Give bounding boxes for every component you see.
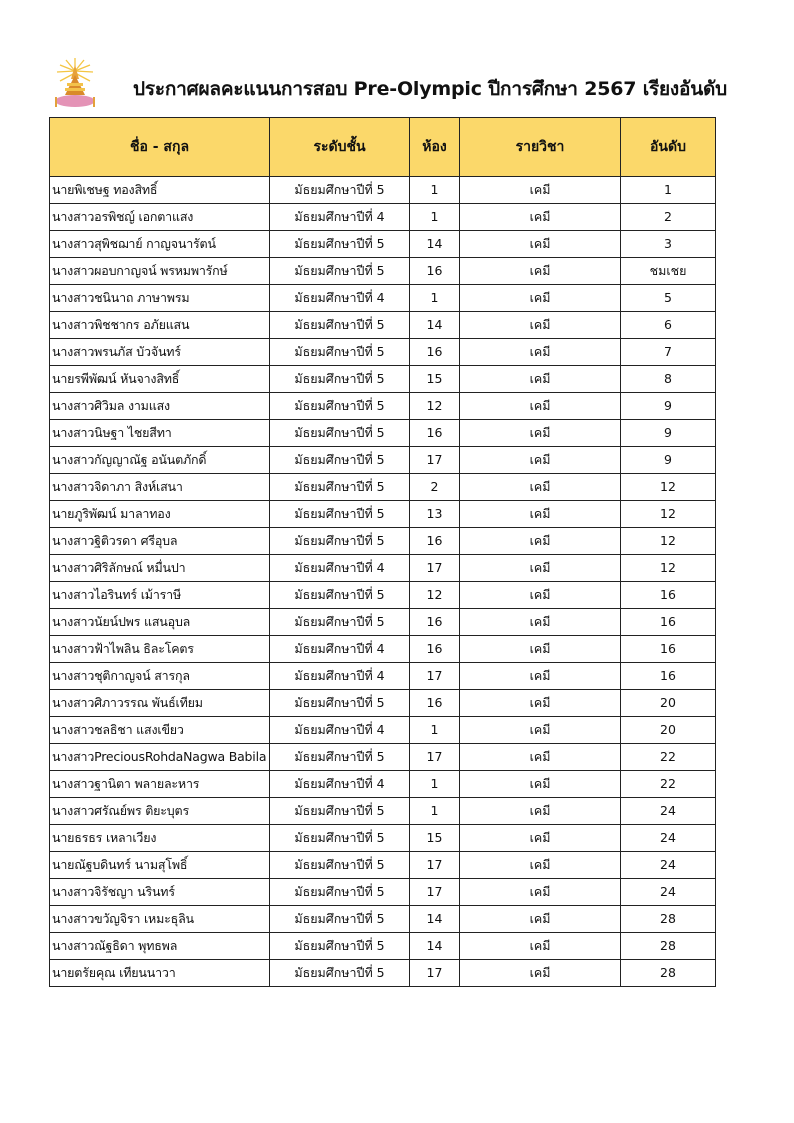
column-header-level: ระดับชั้น bbox=[270, 118, 410, 177]
table-row bbox=[50, 339, 716, 366]
column-header-rank: อันดับ bbox=[621, 118, 716, 177]
cell-level: มัธยมศึกษาปีที่ 5 bbox=[270, 609, 410, 636]
cell-name: นางสาวศิวิมล งามแสง bbox=[50, 393, 270, 420]
cell-name: นางสาวนัยน์ปพร แสนอุบล bbox=[50, 609, 270, 636]
cell-rank: ชมเชย bbox=[621, 258, 716, 285]
cell-subject: เคมี bbox=[460, 636, 621, 663]
cell-room: 17 bbox=[410, 555, 460, 582]
cell-rank: 12 bbox=[621, 555, 716, 582]
cell-rank: 16 bbox=[621, 582, 716, 609]
cell-room: 17 bbox=[410, 960, 460, 987]
table-row bbox=[50, 177, 716, 204]
cell-rank: 16 bbox=[621, 609, 716, 636]
cell-level: มัธยมศึกษาปีที่ 4 bbox=[270, 771, 410, 798]
cell-level: มัธยมศึกษาปีที่ 5 bbox=[270, 447, 410, 474]
table-row bbox=[50, 852, 716, 879]
cell-subject: เคมี bbox=[460, 258, 621, 285]
cell-room: 2 bbox=[410, 474, 460, 501]
cell-room: 12 bbox=[410, 393, 460, 420]
cell-rank: 28 bbox=[621, 960, 716, 987]
table-row bbox=[50, 690, 716, 717]
cell-subject: เคมี bbox=[460, 879, 621, 906]
cell-name: นางสาวจิรัชญา นรินทร์ bbox=[50, 879, 270, 906]
cell-room: 17 bbox=[410, 879, 460, 906]
cell-rank: 16 bbox=[621, 663, 716, 690]
cell-room: 17 bbox=[410, 744, 460, 771]
table-row bbox=[50, 771, 716, 798]
table-row bbox=[50, 204, 716, 231]
cell-level: มัธยมศึกษาปีที่ 5 bbox=[270, 231, 410, 258]
cell-name: นายพิเชษฐ ทองสิทธิ์ bbox=[50, 177, 270, 204]
cell-name: นางสาวPreciousRohdaNagwa Babila bbox=[50, 744, 270, 771]
cell-level: มัธยมศึกษาปีที่ 5 bbox=[270, 960, 410, 987]
cell-name: นายตรัยคุณ เทียนนาวา bbox=[50, 960, 270, 987]
cell-subject: เคมี bbox=[460, 420, 621, 447]
table-row bbox=[50, 906, 716, 933]
column-header-subject: รายวิชา bbox=[460, 118, 621, 177]
school-emblem-logo bbox=[50, 57, 100, 113]
cell-room: 1 bbox=[410, 798, 460, 825]
cell-name: นางสาวชลธิชา แสงเขียว bbox=[50, 717, 270, 744]
cell-name: นางสาวพรนภัส บัวจันทร์ bbox=[50, 339, 270, 366]
table-row bbox=[50, 231, 716, 258]
cell-room: 16 bbox=[410, 339, 460, 366]
cell-room: 1 bbox=[410, 717, 460, 744]
cell-room: 12 bbox=[410, 582, 460, 609]
cell-rank: 12 bbox=[621, 474, 716, 501]
cell-room: 15 bbox=[410, 825, 460, 852]
cell-rank: 28 bbox=[621, 933, 716, 960]
cell-room: 17 bbox=[410, 663, 460, 690]
cell-room: 16 bbox=[410, 609, 460, 636]
cell-level: มัธยมศึกษาปีที่ 4 bbox=[270, 663, 410, 690]
cell-room: 16 bbox=[410, 636, 460, 663]
cell-room: 13 bbox=[410, 501, 460, 528]
table-row bbox=[50, 933, 716, 960]
cell-level: มัธยมศึกษาปีที่ 5 bbox=[270, 933, 410, 960]
cell-name: นางสาวนิษฐา ไชยสีทา bbox=[50, 420, 270, 447]
cell-rank: 8 bbox=[621, 366, 716, 393]
column-header-name: ชื่อ - สกุล bbox=[50, 118, 270, 177]
cell-subject: เคมี bbox=[460, 366, 621, 393]
cell-subject: เคมี bbox=[460, 717, 621, 744]
table-row bbox=[50, 366, 716, 393]
cell-subject: เคมี bbox=[460, 177, 621, 204]
cell-name: นางสาวจิดาภา สิงห์เสนา bbox=[50, 474, 270, 501]
cell-level: มัธยมศึกษาปีที่ 4 bbox=[270, 285, 410, 312]
cell-name: นางสาวศรัณย์พร ติยะบุตร bbox=[50, 798, 270, 825]
table-row bbox=[50, 636, 716, 663]
table-row bbox=[50, 555, 716, 582]
cell-subject: เคมี bbox=[460, 582, 621, 609]
cell-room: 1 bbox=[410, 285, 460, 312]
cell-subject: เคมี bbox=[460, 447, 621, 474]
cell-subject: เคมี bbox=[460, 339, 621, 366]
page-title: ประกาศผลคะแนนการสอบ Pre-Olympic ปีการศึกษา 2567 เรียงอันดับ bbox=[133, 78, 727, 100]
cell-level: มัธยมศึกษาปีที่ 4 bbox=[270, 636, 410, 663]
cell-rank: 7 bbox=[621, 339, 716, 366]
cell-rank: 20 bbox=[621, 690, 716, 717]
cell-room: 16 bbox=[410, 420, 460, 447]
cell-name: นางสาวผอบกาญจน์ พรหมพารักษ์ bbox=[50, 258, 270, 285]
cell-level: มัธยมศึกษาปีที่ 5 bbox=[270, 825, 410, 852]
table-row bbox=[50, 501, 716, 528]
cell-rank: 9 bbox=[621, 393, 716, 420]
cell-room: 16 bbox=[410, 528, 460, 555]
cell-subject: เคมี bbox=[460, 852, 621, 879]
table-row bbox=[50, 798, 716, 825]
cell-name: นายภูริพัฒน์ มาลาทอง bbox=[50, 501, 270, 528]
table-row bbox=[50, 717, 716, 744]
cell-room: 14 bbox=[410, 906, 460, 933]
cell-subject: เคมี bbox=[460, 906, 621, 933]
cell-level: มัธยมศึกษาปีที่ 5 bbox=[270, 312, 410, 339]
cell-level: มัธยมศึกษาปีที่ 5 bbox=[270, 879, 410, 906]
cell-rank: 24 bbox=[621, 825, 716, 852]
cell-name: นางสาวขวัญจิรา เหมะธุลิน bbox=[50, 906, 270, 933]
cell-name: นางสาวพิชชากร อภัยแสน bbox=[50, 312, 270, 339]
cell-name: นางสาวฟ้าไพลิน ธิละโคตร bbox=[50, 636, 270, 663]
cell-level: มัธยมศึกษาปีที่ 5 bbox=[270, 528, 410, 555]
cell-level: มัธยมศึกษาปีที่ 5 bbox=[270, 798, 410, 825]
cell-rank: 5 bbox=[621, 285, 716, 312]
cell-level: มัธยมศึกษาปีที่ 4 bbox=[270, 555, 410, 582]
cell-name: นางสาวณัฐธิดา พุทธพล bbox=[50, 933, 270, 960]
cell-name: นายณัฐบดินทร์ นามสุโพธิ์ bbox=[50, 852, 270, 879]
cell-name: นายรพีพัฒน์ หันจางสิทธิ์ bbox=[50, 366, 270, 393]
cell-subject: เคมี bbox=[460, 690, 621, 717]
table-row bbox=[50, 528, 716, 555]
cell-subject: เคมี bbox=[460, 555, 621, 582]
cell-room: 1 bbox=[410, 177, 460, 204]
table-row bbox=[50, 609, 716, 636]
cell-name: นางสาวศิริลักษณ์ หมื่นปา bbox=[50, 555, 270, 582]
cell-subject: เคมี bbox=[460, 771, 621, 798]
cell-level: มัธยมศึกษาปีที่ 5 bbox=[270, 744, 410, 771]
cell-room: 14 bbox=[410, 231, 460, 258]
table-row bbox=[50, 420, 716, 447]
table-row bbox=[50, 744, 716, 771]
cell-level: มัธยมศึกษาปีที่ 4 bbox=[270, 204, 410, 231]
table-row bbox=[50, 474, 716, 501]
cell-room: 1 bbox=[410, 204, 460, 231]
cell-rank: 24 bbox=[621, 852, 716, 879]
cell-subject: เคมี bbox=[460, 663, 621, 690]
column-header-room: ห้อง bbox=[410, 118, 460, 177]
cell-subject: เคมี bbox=[460, 285, 621, 312]
cell-rank: 6 bbox=[621, 312, 716, 339]
cell-rank: 24 bbox=[621, 798, 716, 825]
cell-room: 16 bbox=[410, 690, 460, 717]
cell-level: มัธยมศึกษาปีที่ 5 bbox=[270, 852, 410, 879]
table-row bbox=[50, 285, 716, 312]
cell-level: มัธยมศึกษาปีที่ 5 bbox=[270, 258, 410, 285]
cell-subject: เคมี bbox=[460, 204, 621, 231]
cell-room: 17 bbox=[410, 852, 460, 879]
cell-level: มัธยมศึกษาปีที่ 5 bbox=[270, 393, 410, 420]
cell-level: มัธยมศึกษาปีที่ 5 bbox=[270, 690, 410, 717]
cell-rank: 1 bbox=[621, 177, 716, 204]
cell-name: นางสาวอรพิชญ์ เอกตาแสง bbox=[50, 204, 270, 231]
cell-name: นางสาวฐิติวรดา ศรีอุบล bbox=[50, 528, 270, 555]
cell-name: นางสาวชุติกาญจน์ สารกุล bbox=[50, 663, 270, 690]
cell-rank: 20 bbox=[621, 717, 716, 744]
cell-subject: เคมี bbox=[460, 231, 621, 258]
cell-room: 16 bbox=[410, 258, 460, 285]
cell-subject: เคมี bbox=[460, 744, 621, 771]
cell-level: มัธยมศึกษาปีที่ 5 bbox=[270, 339, 410, 366]
cell-room: 14 bbox=[410, 312, 460, 339]
cell-rank: 24 bbox=[621, 879, 716, 906]
cell-subject: เคมี bbox=[460, 933, 621, 960]
cell-subject: เคมี bbox=[460, 798, 621, 825]
cell-room: 15 bbox=[410, 366, 460, 393]
cell-name: นางสาวสุพิชฌาย์ กาญจนารัตน์ bbox=[50, 231, 270, 258]
cell-subject: เคมี bbox=[460, 960, 621, 987]
cell-rank: 22 bbox=[621, 744, 716, 771]
cell-subject: เคมี bbox=[460, 825, 621, 852]
cell-name: นางสาวชนินาถ ภาษาพรม bbox=[50, 285, 270, 312]
table-row bbox=[50, 879, 716, 906]
table-row bbox=[50, 960, 716, 987]
cell-level: มัธยมศึกษาปีที่ 5 bbox=[270, 906, 410, 933]
results-table bbox=[49, 117, 716, 987]
cell-name: นายธรธร เหลาเวียง bbox=[50, 825, 270, 852]
table-row bbox=[50, 582, 716, 609]
cell-room: 17 bbox=[410, 447, 460, 474]
table-row bbox=[50, 312, 716, 339]
table-row bbox=[50, 258, 716, 285]
cell-level: มัธยมศึกษาปีที่ 5 bbox=[270, 366, 410, 393]
cell-level: มัธยมศึกษาปีที่ 5 bbox=[270, 582, 410, 609]
cell-rank: 22 bbox=[621, 771, 716, 798]
cell-level: มัธยมศึกษาปีที่ 5 bbox=[270, 501, 410, 528]
cell-name: นางสาวกัญญาณัฐ อนันตภักดิ์ bbox=[50, 447, 270, 474]
table-row bbox=[50, 663, 716, 690]
cell-name: นางสาวไอรินทร์ เม้าราษี bbox=[50, 582, 270, 609]
cell-subject: เคมี bbox=[460, 501, 621, 528]
cell-rank: 12 bbox=[621, 528, 716, 555]
cell-rank: 3 bbox=[621, 231, 716, 258]
cell-subject: เคมี bbox=[460, 474, 621, 501]
cell-rank: 12 bbox=[621, 501, 716, 528]
cell-subject: เคมี bbox=[460, 528, 621, 555]
cell-rank: 28 bbox=[621, 906, 716, 933]
cell-name: นางสาวศิภาวรรณ พันธ์เทียม bbox=[50, 690, 270, 717]
table-header-row bbox=[50, 118, 716, 177]
cell-level: มัธยมศึกษาปีที่ 5 bbox=[270, 474, 410, 501]
cell-name: นางสาวฐานิตา พลายละหาร bbox=[50, 771, 270, 798]
cell-rank: 9 bbox=[621, 447, 716, 474]
cell-level: มัธยมศึกษาปีที่ 4 bbox=[270, 717, 410, 744]
cell-rank: 16 bbox=[621, 636, 716, 663]
cell-room: 14 bbox=[410, 933, 460, 960]
cell-level: มัธยมศึกษาปีที่ 5 bbox=[270, 177, 410, 204]
table-row bbox=[50, 393, 716, 420]
table-row bbox=[50, 447, 716, 474]
cell-subject: เคมี bbox=[460, 393, 621, 420]
cell-rank: 9 bbox=[621, 420, 716, 447]
cell-subject: เคมี bbox=[460, 312, 621, 339]
cell-subject: เคมี bbox=[460, 609, 621, 636]
cell-room: 1 bbox=[410, 771, 460, 798]
cell-rank: 2 bbox=[621, 204, 716, 231]
table-row bbox=[50, 825, 716, 852]
cell-level: มัธยมศึกษาปีที่ 5 bbox=[270, 420, 410, 447]
